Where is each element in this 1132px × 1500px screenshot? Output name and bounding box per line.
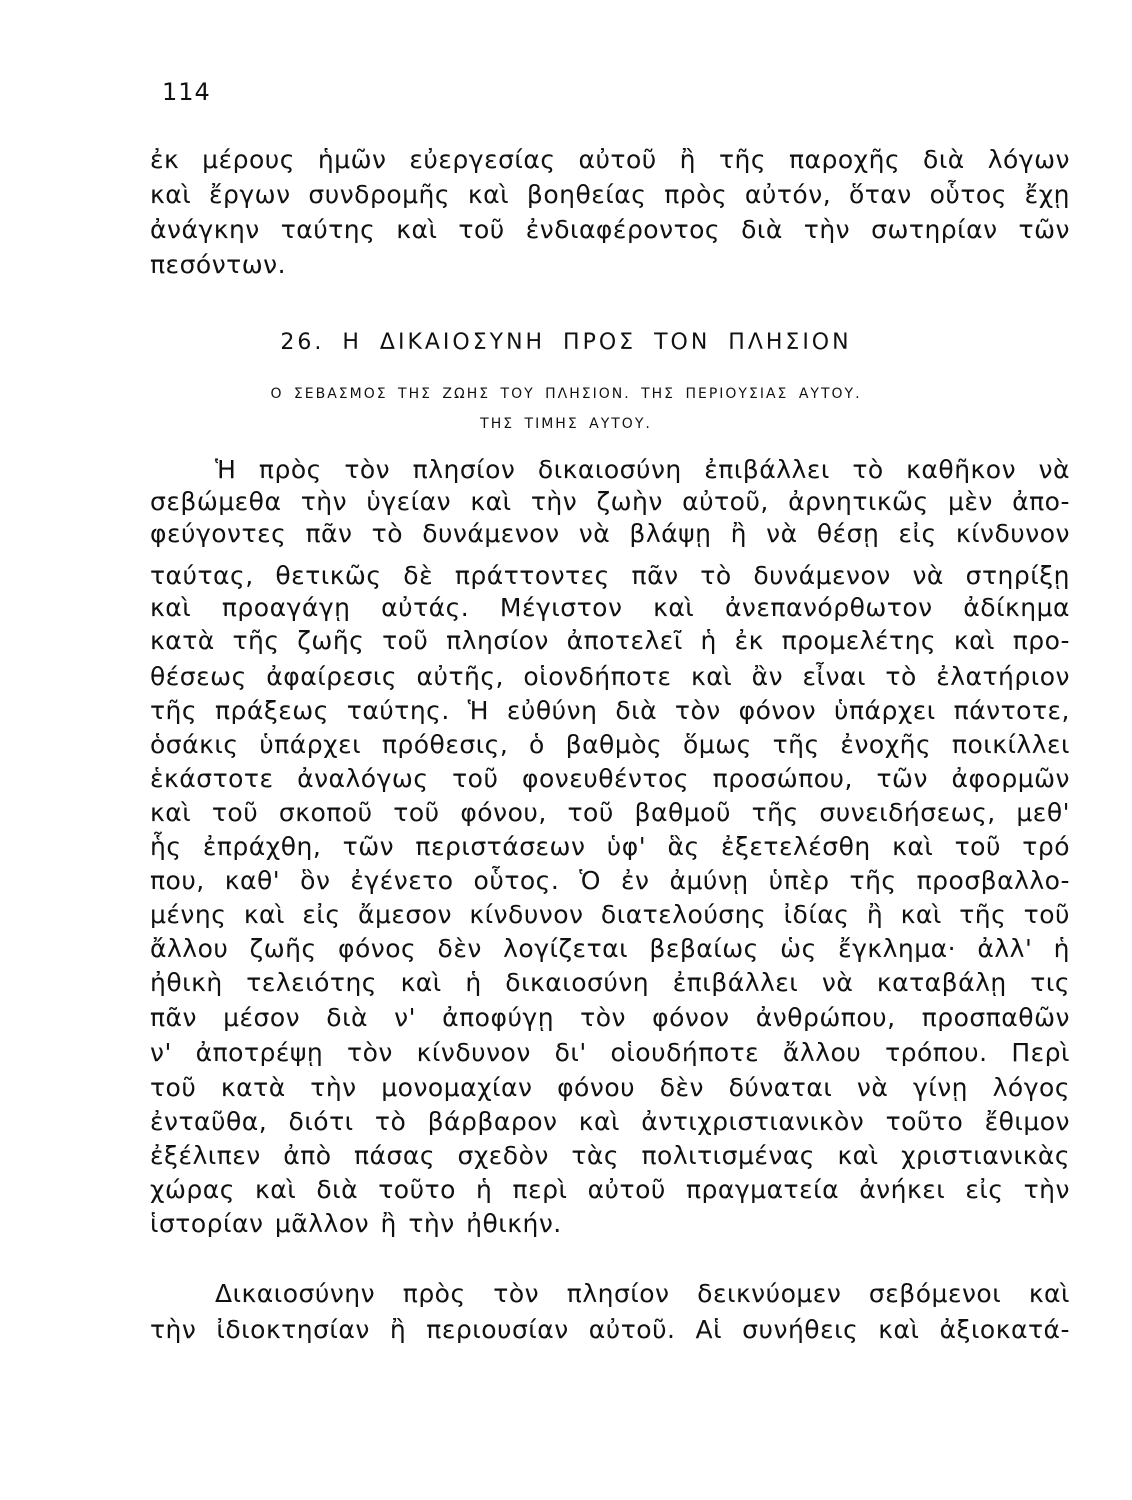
- text-line: ταύτας, θετικῶς δὲ πράττοντες πᾶν τὸ δυνάμενον νὰ στηρίξῃ: [150, 561, 1070, 590]
- text-line: που, καθ' ὃν ἐγένετο οὗτος. Ὁ ἐν ἀμύνῃ ὑπὲρ τῆς προσβαλλο-: [150, 866, 1070, 895]
- text-line: ἀνάγκην ταύτης καὶ τοῦ ἐνδιαφέροντος διὰ τὴν σωτηρίαν τῶν: [150, 215, 1070, 244]
- text-line: κατὰ τῆς ζωῆς τοῦ πλησίον ἀποτελεῖ ἡ ἐκ προμελέτης καὶ προ-: [150, 626, 1070, 655]
- text-line: καὶ ἔργων συνδρομῆς καὶ βοηθείας πρὸς αὐτόν, ὅταν οὗτος ἔχῃ: [150, 180, 1070, 209]
- text-line: ἄλλου ζωῆς φόνος δὲν λογίζεται βεβαίως ὡς ἔγκλημα· ἀλλ' ἡ: [150, 934, 1070, 963]
- page-number: 114: [162, 78, 211, 106]
- text-line: θέσεως ἀφαίρεσις αὐτῆς, οἱονδήποτε καὶ ἂν εἶναι τὸ ἐλατήριον: [150, 662, 1070, 691]
- text-line: τοῦ κατὰ τὴν μονομαχίαν φόνου δὲν δύναται νὰ γίνῃ λόγος: [150, 1073, 1070, 1102]
- text-line: μένης καὶ εἰς ἄμεσον κίνδυνον διατελούσης ἰδίας ἢ καὶ τῆς τοῦ: [150, 900, 1070, 929]
- text-line: ἑκάστοτε ἀναλόγως τοῦ φονευθέντος προσώπου, τῶν ἀφορμῶν: [150, 764, 1070, 793]
- text-line: ἧς ἐπράχθη, τῶν περιστάσεων ὑφ' ἃς ἐξετελέσθη καὶ τοῦ τρό: [150, 832, 1070, 861]
- text-line: ὁσάκις ὑπάρχει πρόθεσις, ὁ βαθμὸς ὅμως τῆς ἐνοχῆς ποικίλλει: [150, 730, 1070, 759]
- text-line: πᾶν μέσον διὰ ν' ἀποφύγῃ τὸν φόνον ἀνθρώπου, προσπαθῶν: [150, 1003, 1070, 1032]
- text-line: Δικαιοσύνην πρὸς τὸν πλησίον δεικνύομεν σεβόμενοι καὶ: [215, 1279, 1070, 1308]
- text-line: καὶ προαγάγῃ αὐτάς. Μέγιστον καὶ ἀνεπανόρθωτον ἀδίκημα: [150, 593, 1070, 622]
- text-line: ἐξέλιπεν ἀπὸ πάσας σχεδὸν τὰς πολιτισμένας καὶ χριστιανικὰς: [150, 1141, 1070, 1170]
- text-line: ἐκ μέρους ἡμῶν εὐεργεσίας αὐτοῦ ἢ τῆς παροχῆς διὰ λόγων: [150, 145, 1070, 174]
- section-subtitle: Ο ΣΕΒΑΣΜΟΣ ΤΗΣ ΖΩΗΣ ΤΟΥ ΠΛΗΣΙΟΝ. ΤΗΣ ΠΕΡΙΟΥΣΙΑΣ ΑΥΤΟΥ.: [270, 386, 862, 402]
- text-line: ἠθικὴ τελειότης καὶ ἡ δικαιοσύνη ἐπιβάλλει νὰ καταβάλῃ τις: [150, 968, 1070, 997]
- text-line: ν' ἀποτρέψῃ τὸν κίνδυνον δι' οἱουδήποτε ἄλλου τρόπου. Περὶ: [150, 1038, 1070, 1067]
- text-line: Ἡ πρὸς τὸν πλησίον δικαιοσύνη ἐπιβάλλει τὸ καθῆκον νὰ: [215, 455, 1070, 484]
- section-subtitle: ΤΗΣ ΤΙΜΗΣ ΑΥΤΟΥ.: [480, 416, 652, 432]
- text-line: ἱστορίαν μᾶλλον ἢ τὴν ἠθικήν.: [150, 1209, 562, 1238]
- text-line: πεσόντων.: [150, 250, 287, 279]
- text-line: ἐνταῦθα, διότι τὸ βάρβαρον καὶ ἀντιχριστιανικὸν τοῦτο ἔθιμον: [150, 1107, 1070, 1136]
- text-line: χώρας καὶ διὰ τοῦτο ἡ περὶ αὐτοῦ πραγματεία ἀνήκει εἰς τὴν: [150, 1175, 1070, 1204]
- text-line: καὶ τοῦ σκοποῦ τοῦ φόνου, τοῦ βαθμοῦ τῆς συνειδήσεως, μεθ': [150, 798, 1070, 827]
- section-title: 26. Η ΔΙΚΑΙΟΣΥΝΗ ΠΡΟΣ ΤΟΝ ΠΛΗΣΙΟΝ: [280, 330, 852, 355]
- text-line: σεβώμεθα τὴν ὑγείαν καὶ τὴν ζωὴν αὐτοῦ, ἀρνητικῶς μὲν ἀπο-: [150, 487, 1070, 516]
- text-line: τὴν ἰδιοκτησίαν ἢ περιουσίαν αὐτοῦ. Αἱ συνήθεις καὶ ἀξιοκατά-: [150, 1315, 1070, 1344]
- text-line: φεύγοντες πᾶν τὸ δυνάμενον νὰ βλάψῃ ἢ νὰ θέσῃ εἰς κίνδυνον: [150, 519, 1070, 548]
- text-line: τῆς πράξεως ταύτης. Ἡ εὐθύνη διὰ τὸν φόνον ὑπάρχει πάντοτε,: [150, 696, 1070, 725]
